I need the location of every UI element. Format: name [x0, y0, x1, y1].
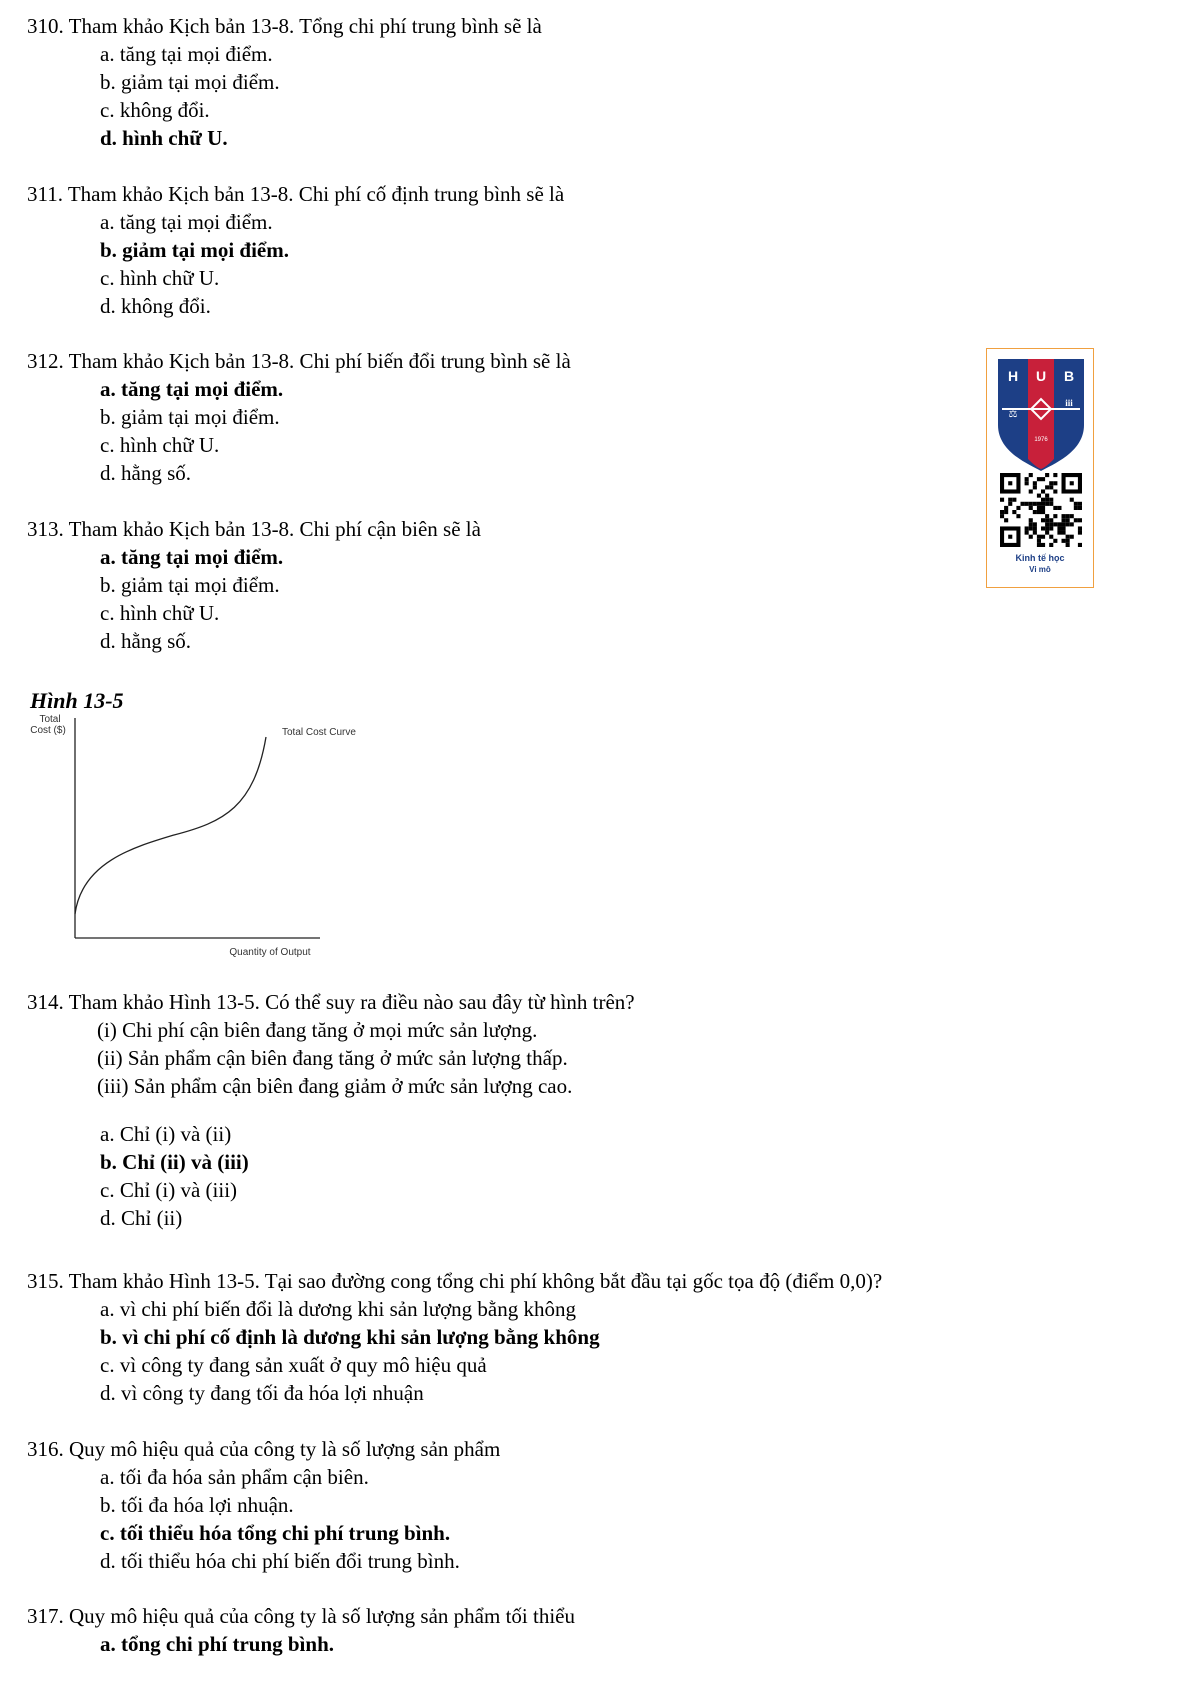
svg-text:H: H: [1007, 368, 1019, 384]
answer-option: d. hằng số.: [100, 461, 191, 485]
qr-code: [1000, 473, 1082, 547]
question-312: [27, 347, 571, 487]
question-stem: 317. Quy mô hiệu quả của công ty là số lượng sản phẩm tối thiểu: [27, 1604, 575, 1628]
answer-option: a. vì chi phí biến đổi là dương khi sản lượng bằng không: [100, 1297, 576, 1321]
answer-option: d. hằng số.: [100, 629, 191, 653]
question-310: [27, 12, 542, 152]
answer-option: d. tối thiểu hóa chi phí biến đổi trung bình.: [100, 1549, 460, 1573]
question-315: [27, 1267, 882, 1407]
answer-option-correct: b. Chỉ (ii) và (iii): [100, 1150, 249, 1174]
question-stem: 312. Tham khảo Kịch bản 13-8. Chi phí biến đổi trung bình sẽ là: [27, 349, 571, 373]
figure-title: Hình 13-5: [30, 688, 124, 713]
answer-option: d. Chỉ (ii): [100, 1206, 183, 1230]
answer-option-correct: a. tăng tại mọi điểm.: [100, 545, 284, 569]
x-axis-label: Quantity of Output: [229, 947, 311, 958]
svg-text:B: B: [1063, 368, 1075, 384]
answer-option: c. không đổi.: [100, 98, 210, 122]
question-stem: 310. Tham khảo Kịch bản 13-8. Tổng chi phí trung bình sẽ là: [27, 14, 542, 38]
answer-option: b. giảm tại mọi điểm.: [100, 573, 280, 597]
answer-option-correct: b. giảm tại mọi điểm.: [100, 238, 289, 262]
statement-iii: (iii) Sản phẩm cận biên đang giảm ở mức sản lượng cao.: [97, 1074, 573, 1098]
answer-option-correct: a. tổng chi phí trung bình.: [100, 1632, 334, 1656]
hub-course-badge: [986, 348, 1094, 588]
answer-option: b. giảm tại mọi điểm.: [100, 70, 280, 94]
badge-caption-course: Kinh tế học: [1015, 553, 1065, 563]
answer-option: d. không đổi.: [100, 294, 211, 318]
answer-option: a. Chỉ (i) và (ii): [100, 1122, 232, 1146]
badge-caption-subject: Vi mô: [1029, 565, 1051, 574]
answer-option-correct: a. tăng tại mọi điểm.: [100, 377, 284, 401]
answer-option: c. vì công ty đang sản xuất ở quy mô hiệu quả: [100, 1353, 487, 1377]
question-317: [27, 1602, 575, 1658]
question-stem: 316. Quy mô hiệu quả của công ty là số lượng sản phẩm: [27, 1437, 501, 1461]
answer-option-correct: d. hình chữ U.: [100, 126, 228, 150]
answer-option: c. hình chữ U.: [100, 266, 220, 290]
answer-option: b. tối đa hóa lợi nhuận.: [100, 1493, 294, 1517]
curve-label: Total Cost Curve: [282, 727, 356, 738]
question-stem: 314. Tham khảo Hình 13-5. Có thể suy ra điều nào sau đây từ hình trên?: [27, 990, 635, 1014]
answer-option: a. tăng tại mọi điểm.: [100, 42, 273, 66]
total-cost-figure: [24, 712, 356, 967]
answer-option: c. Chỉ (i) và (iii): [100, 1178, 238, 1202]
answer-option: b. giảm tại mọi điểm.: [100, 405, 280, 429]
statement-i: (i) Chi phí cận biên đang tăng ở mọi mức sản lượng.: [97, 1018, 538, 1042]
answer-option-correct: b. vì chi phí cố định là dương khi sản lượng bằng không: [100, 1325, 600, 1349]
answer-option: a. tối đa hóa sản phẩm cận biên.: [100, 1465, 369, 1489]
question-311: [27, 180, 564, 320]
svg-text:⚖: ⚖: [1008, 409, 1018, 420]
answer-option: a. tăng tại mọi điểm.: [100, 210, 273, 234]
question-stem: 315. Tham khảo Hình 13-5. Tại sao đường cong tổng chi phí không bắt đầu tại gốc tọa độ (điểm 0,0)?: [27, 1269, 883, 1293]
hub-logo: [998, 359, 1084, 471]
question-313: [27, 515, 481, 655]
statement-ii: (ii) Sản phẩm cận biên đang tăng ở mức sản lượng thấp.: [97, 1046, 568, 1070]
y-axis-label-line1: Total: [39, 714, 61, 725]
question-stem: 311. Tham khảo Kịch bản 13-8. Chi phí cố định trung bình sẽ là: [27, 182, 565, 206]
answer-option: c. hình chữ U.: [100, 601, 220, 625]
answer-option: d. vì công ty đang tối đa hóa lợi nhuận: [100, 1381, 424, 1405]
y-axis-label-line2: Cost ($): [30, 725, 66, 736]
question-stem: 313. Tham khảo Kịch bản 13-8. Chi phí cận biên sẽ là: [27, 517, 481, 541]
answer-option-correct: c. tối thiểu hóa tổng chi phí trung bình.: [100, 1521, 451, 1545]
question-314: [27, 988, 635, 1232]
answer-option: c. hình chữ U.: [100, 433, 220, 457]
svg-text:iii: iii: [1065, 398, 1073, 408]
total-cost-curve: [75, 737, 266, 914]
svg-text:U: U: [1035, 368, 1047, 384]
question-316: [27, 1435, 500, 1575]
svg-text:1976: 1976: [1034, 437, 1048, 443]
